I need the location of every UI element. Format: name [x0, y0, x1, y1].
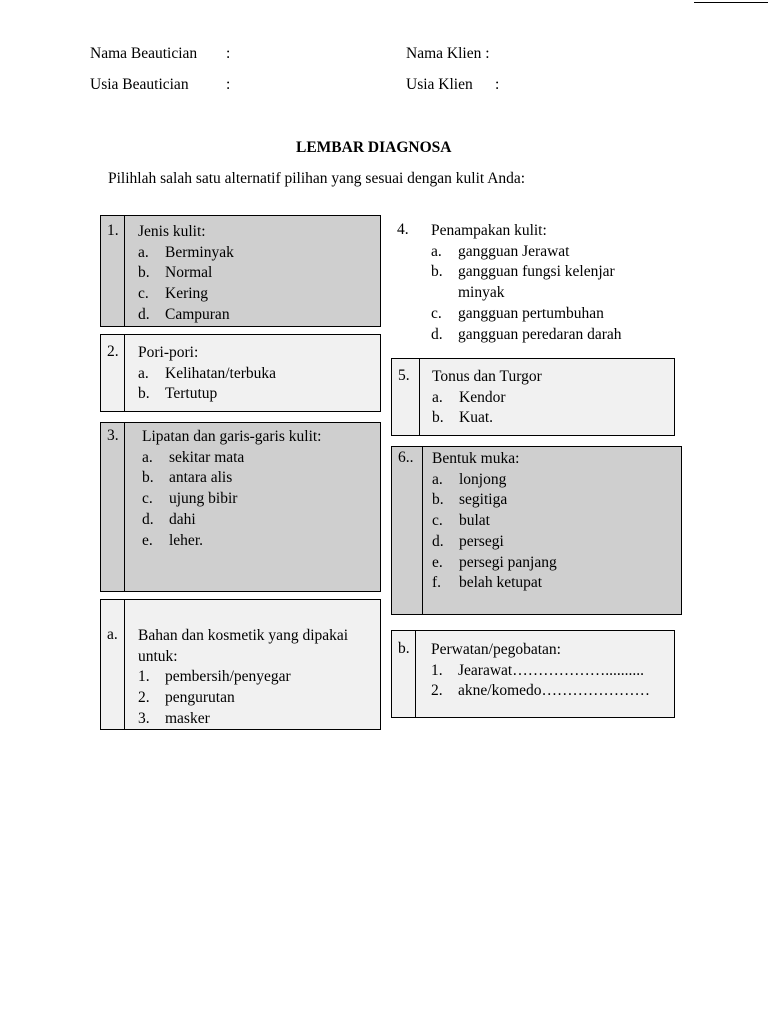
option-text: ujung bibir	[169, 490, 238, 508]
option-text: masker	[165, 709, 210, 727]
section-tonus-turgor	[391, 358, 675, 436]
section-number: 1.	[107, 222, 119, 239]
option-text: Kelihatan/terbuka	[165, 364, 277, 382]
option-marker: d.	[138, 305, 150, 323]
section-skin-type	[100, 215, 381, 327]
option-marker: b.	[432, 409, 444, 427]
option-marker: a.	[431, 242, 442, 260]
option-text: belah ketupat	[459, 574, 543, 592]
option-marker: b.	[432, 491, 444, 509]
option-text: Jearawat………………..........	[458, 661, 644, 679]
option-item	[138, 688, 353, 709]
option-marker: e.	[432, 553, 443, 571]
option-marker: c.	[432, 512, 443, 530]
number-column	[392, 447, 423, 614]
option-item	[432, 532, 672, 553]
section-content	[431, 640, 675, 702]
option-item	[432, 388, 668, 409]
option-item	[142, 531, 378, 552]
section-content	[432, 449, 672, 594]
option-marker: a.	[432, 470, 443, 488]
option-text: antara alis	[169, 469, 233, 487]
option-marker: 1.	[138, 668, 150, 685]
number-column	[101, 423, 125, 591]
option-item	[138, 263, 374, 284]
option-text: persegi	[459, 532, 504, 550]
option-marker: 2.	[431, 682, 443, 700]
section-number: 2.	[107, 343, 119, 360]
option-text: Normal	[165, 264, 213, 282]
option-item	[432, 490, 672, 511]
option-marker: b.	[138, 385, 150, 403]
section-pores	[100, 334, 381, 412]
number-column	[101, 600, 125, 729]
option-text: gangguan fungsi kelenjar minyak	[458, 263, 615, 302]
client-age-colon: :	[495, 76, 500, 93]
option-text: bulat	[459, 512, 490, 530]
option-item	[138, 709, 353, 730]
option-marker: d.	[431, 325, 443, 343]
option-marker: a.	[138, 243, 149, 261]
section-heading: Bahan dan kosmetik yang dipakai untuk:	[138, 627, 349, 665]
section-treatment	[391, 630, 675, 718]
option-marker: c.	[138, 285, 149, 303]
section-number: b.	[398, 640, 410, 657]
instruction-text: Pilihlah salah satu alternatif pilihan yang sesuai dengan kulit Anda:	[108, 170, 526, 187]
section-number: 5.	[398, 367, 410, 384]
option-item	[431, 661, 675, 682]
option-text: persegi panjang	[459, 553, 557, 571]
beautician-age-colon: :	[226, 76, 231, 93]
section-wrinkles	[100, 422, 381, 592]
option-item	[431, 681, 675, 702]
section-content	[142, 427, 378, 551]
option-marker: c.	[142, 490, 153, 508]
beautician-age-label: Usia Beautician	[90, 76, 189, 93]
option-item	[431, 304, 661, 325]
option-text: gangguan peredaran darah	[458, 325, 622, 343]
option-marker: 3.	[138, 709, 150, 727]
option-text: Berminyak	[165, 243, 234, 261]
section-content	[138, 222, 374, 326]
option-text: Kendor	[459, 388, 506, 406]
section-heading: Bentuk muka:	[432, 450, 520, 467]
option-text: Campuran	[165, 305, 230, 323]
section-heading: Perwatan/pegobatan:	[431, 641, 561, 658]
option-item	[138, 243, 374, 264]
option-marker: e.	[142, 531, 153, 549]
option-text: gangguan pertumbuhan	[458, 304, 604, 322]
page-title: LEMBAR DIAGNOSA	[296, 139, 452, 156]
option-text: Kering	[165, 285, 209, 303]
section-skin-appearance	[431, 221, 661, 345]
option-text: dahi	[169, 510, 196, 528]
option-text: pembersih/penyegar	[165, 668, 291, 685]
option-marker: a.	[142, 448, 153, 466]
client-name-label: Nama Klien :	[406, 45, 490, 62]
option-text: leher.	[169, 531, 203, 549]
option-text: Kuat.	[459, 409, 494, 427]
option-text: pengurutan	[165, 688, 235, 706]
option-item	[142, 468, 378, 489]
option-marker: a.	[138, 364, 149, 382]
section-content	[138, 626, 353, 729]
option-item	[432, 511, 672, 532]
section-number: 6..	[398, 449, 414, 466]
header-rule	[694, 0, 768, 3]
option-marker: c.	[431, 304, 442, 322]
section-number: 4.	[397, 221, 409, 238]
option-item	[138, 384, 374, 405]
option-item	[432, 470, 672, 491]
option-text: segitiga	[459, 491, 508, 509]
option-text: lonjong	[459, 470, 507, 488]
section-face-shape	[391, 446, 682, 615]
option-marker: d.	[432, 532, 444, 550]
option-item	[431, 262, 661, 304]
section-cosmetics	[100, 599, 381, 730]
section-heading: Penampakan kulit:	[431, 222, 547, 239]
option-item	[142, 510, 378, 531]
option-marker: d.	[142, 510, 154, 528]
option-text: akne/komedo…………………	[458, 682, 651, 700]
option-text: Tertutup	[165, 385, 218, 403]
option-item	[431, 242, 661, 263]
section-heading: Jenis kulit:	[138, 223, 206, 240]
option-item	[138, 364, 374, 385]
beautician-name-label: Nama Beautician	[90, 45, 198, 62]
section-number: 3.	[107, 427, 119, 444]
section-heading: Lipatan dan garis-garis kulit:	[142, 428, 322, 445]
option-text: sekitar mata	[169, 448, 245, 466]
option-marker: b.	[142, 469, 154, 487]
option-marker: b.	[138, 264, 150, 282]
option-item	[432, 408, 668, 429]
section-heading: Tonus dan Turgor	[432, 368, 542, 385]
option-text: gangguan Jerawat	[458, 242, 570, 260]
option-marker: 1.	[431, 661, 443, 679]
option-item	[432, 573, 672, 594]
option-marker: b.	[431, 263, 443, 281]
option-item	[142, 448, 378, 469]
option-item	[138, 305, 374, 326]
option-item	[142, 489, 378, 510]
section-content	[432, 367, 668, 429]
beautician-name-colon: :	[226, 45, 231, 62]
client-age-label: Usia Klien	[406, 76, 473, 93]
option-item	[138, 667, 353, 688]
option-marker: a.	[432, 388, 443, 406]
option-item	[431, 325, 661, 346]
option-marker: 2.	[138, 688, 150, 706]
section-number: a.	[107, 626, 118, 643]
option-item	[432, 553, 672, 574]
section-content	[138, 343, 374, 405]
option-marker: f.	[432, 574, 442, 592]
option-item	[138, 284, 374, 305]
section-heading: Pori-pori:	[138, 344, 199, 361]
